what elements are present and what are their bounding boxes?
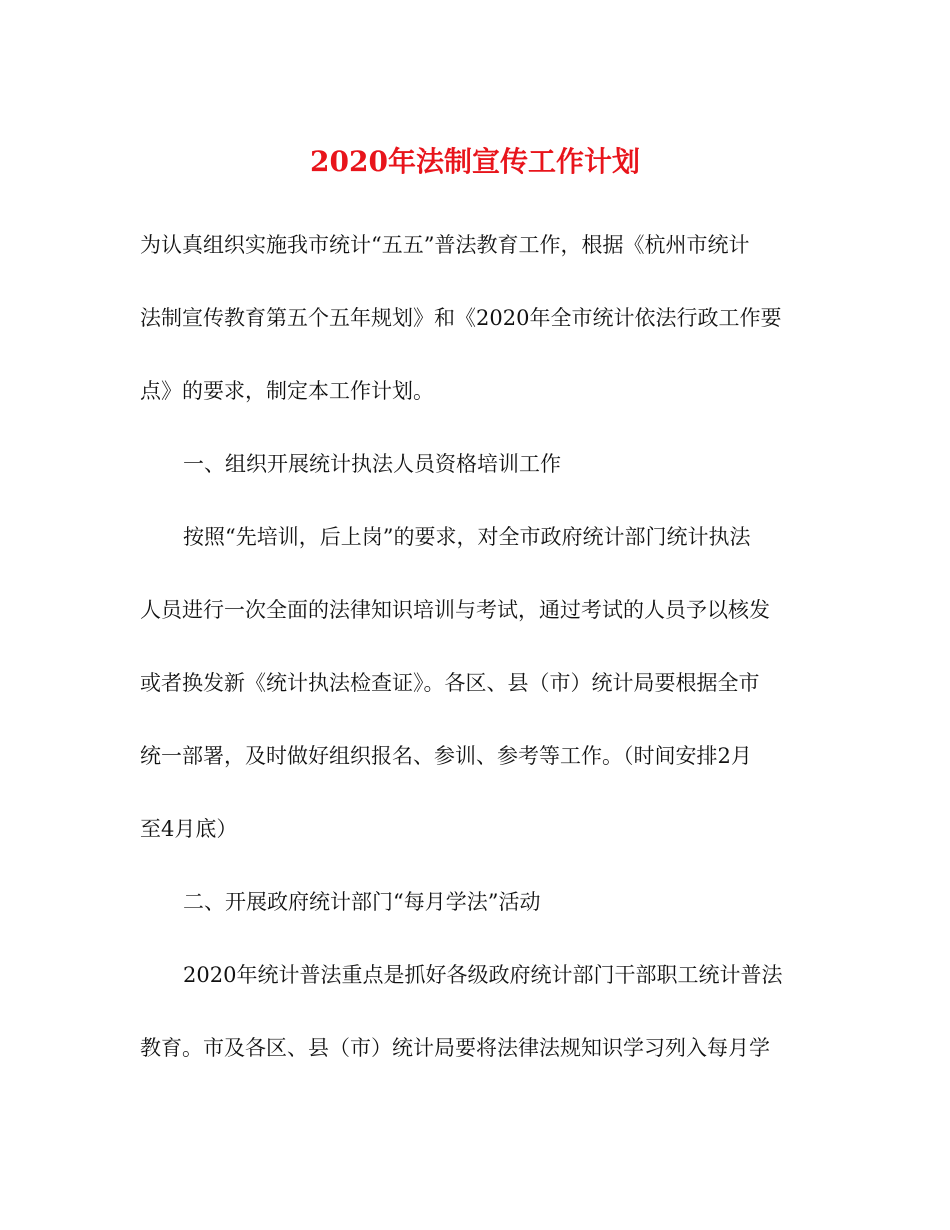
section-1-line-3: 或者换发新《统计执法检查证》。各区、县（市）统计局要根据全市 (140, 671, 760, 695)
section-1-line-2: 人员进行一次全面的法律知识培训与考试，通过考试的人员予以核发 (140, 598, 770, 622)
section-2-line-1: 2020年统计普法重点是抓好各级政府统计部门干部职工统计普法 (183, 963, 783, 987)
section-1-line-1: 按照“先培训，后上岗”的要求，对全市政府统计部门统计执法 (183, 525, 751, 549)
section-heading-1: 一、组织开展统计执法人员资格培训工作 (183, 452, 561, 476)
section-2-line-2: 教育。市及各区、县（市）统计局要将法律法规知识学习列入每月学 (140, 1036, 770, 1060)
section-heading-2: 二、开展政府统计部门“每月学法”活动 (183, 890, 541, 914)
intro-line-3: 点》的要求，制定本工作计划。 (140, 379, 434, 403)
intro-line-2: 法制宣传教育第五个五年规划》和《2020年全市统计依法行政工作要 (140, 306, 782, 330)
section-1-line-4: 统一部署，及时做好组织报名、参训、参考等工作。（时间安排2月 (140, 744, 752, 768)
intro-line-1: 为认真组织实施我市统计“五五”普法教育工作，根据《杭州市统计 (140, 233, 750, 257)
document-title: 2020年法制宣传工作计划 (310, 145, 640, 178)
section-1-line-5: 至4月底） (140, 817, 238, 841)
